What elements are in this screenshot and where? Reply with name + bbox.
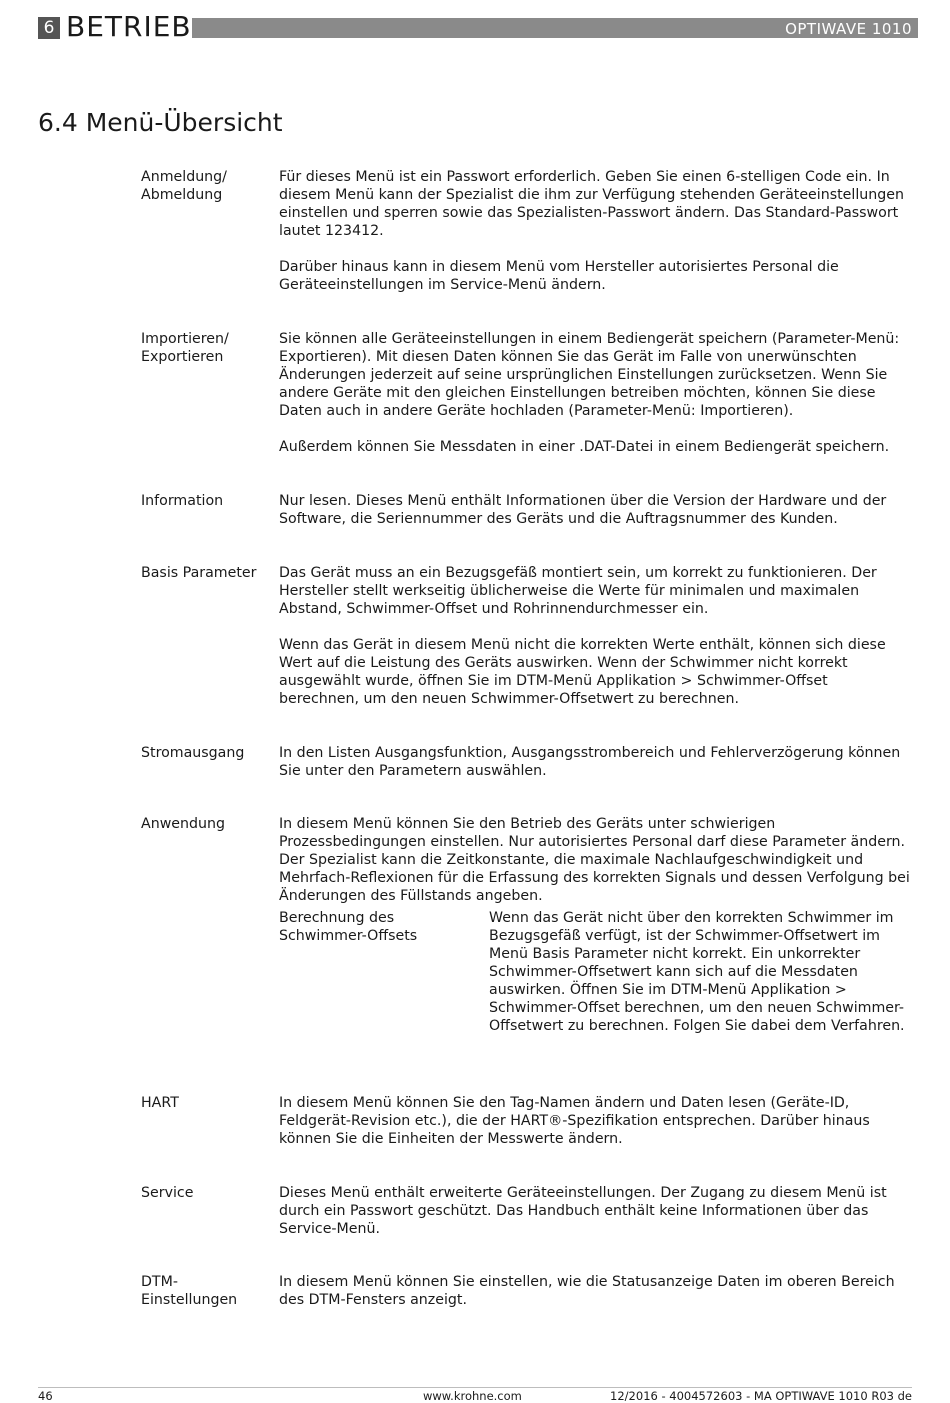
entry-paragraph: Dieses Menü enthält erweiterte Geräteeinstellungen. Der Zugang zu diesem Menü ist durch ein Passwort geschützt. Das Handbuch enthält keine Informationen über das Service-Menü. [279,1185,887,1237]
entry-paragraph: Wenn das Gerät in diesem Menü nicht die korrekten Werte enthält, können sich diese Wert auf die Leistung des Geräts auswirken. Wenn der Schwimmer nicht korrekt ausgewählt wurde, öffnen Sie im DTM-Menü Applikation > Schwimmer-Offset berechnen, um den neuen Schwimmer-Offsetwert zu berechnen. [279,637,886,707]
entry-label: Service [141,1185,194,1201]
chapter-number: 6 [38,17,60,39]
entry-body [279,168,911,312]
page-header [38,10,918,43]
entry-body [279,1273,911,1327]
entry-paragraph: In diesem Menü können Sie einstellen, wie die Statusanzeige Daten im oberen Bereich des DTM-Fensters anzeigt. [279,1274,895,1308]
entry-body [279,564,911,726]
entry-body [279,330,911,474]
section-title: 6.4 Menü-Übersicht [38,108,283,137]
entry-body [279,815,911,1035]
entry-paragraph: Nur lesen. Dieses Menü enthält Informationen über die Version der Hardware und der Software, die Seriennummer des Geräts und die Auftragsnummer des Kunden. [279,493,887,527]
entry-paragraph: Sie können alle Geräteeinstellungen in einem Bediengerät speichern (Parameter-Menü: Exportieren). Mit diesen Daten können Sie das Gerät im Falle von unerwünschten Änderungen jederzeit auf seine ursprünglichen Einstellungen zurücksetzen. Wenn Sie andere Geräte mit den gleichen Einstellungen betreiben möchten, können Sie diese Daten auch in andere Geräte hochladen (Parameter-Menü: Importieren). [279,331,900,419]
footer-divider [38,1387,912,1388]
entry-paragraph: Das Gerät muss an ein Bezugsgefäß montiert sein, um korrekt zu funktionieren. Der Hersteller stellt werkseitig üblicherweise die Werte für minimalen und maximalen Abstand, Schwimmer-Offset und Rohrinnendurchmesser ein. [279,565,877,617]
entry-body [279,1094,911,1166]
entry-body [279,744,911,798]
footer-doc-ref: 12/2016 - 4004572603 - MA OPTIWAVE 1010 R03 de [610,1389,912,1403]
footer-website[interactable]: www.krohne.com [423,1389,522,1403]
sub-entry [279,909,911,1035]
product-name: OPTIWAVE 1010 [785,20,912,38]
entry-paragraph: In diesem Menü können Sie den Tag-Namen ändern und Daten lesen (Geräte-ID, Feldgerät-Revision etc.), die der HART®-Spezifikation entsprechen. Darüber hinaus können Sie die Einheiten der Messwerte ändern. [279,1095,870,1147]
header-bar [192,18,918,38]
entry-paragraph: Außerdem können Sie Messdaten in einer .DAT-Datei in einem Bediengerät speichern. [279,439,890,455]
sub-entry-label: Berechnung des Schwimmer-Offsets [279,910,418,944]
entry-label: Basis Parameter [141,565,257,581]
entry-paragraph: Darüber hinaus kann in diesem Menü vom Hersteller autorisiertes Personal die Geräteeinstellungen im Service-Menü ändern. [279,259,839,293]
entry-label: Importieren/ Exportieren [141,331,229,365]
entry-paragraph: Für dieses Menü ist ein Passwort erforderlich. Geben Sie einen 6-stelligen Code ein. In diesem Menü kann der Spezialist die ihm zur Verfügung stehenden Geräteeinstellungen einstellen und sperren sowie das Spezialisten-Passwort ändern. Das Standard-Passwort lautet 123412. [279,169,904,239]
chapter-title: BETRIEB [66,10,192,43]
sub-entry-text: Wenn das Gerät nicht über den korrekten Schwimmer im Bezugsgefäß verfügt, ist der Schwimmer-Offsetwert im Menü Basis Parameter nicht korrekt. Ein unkorrekter Schwimmer-Offsetwert kann sich auf die Messdaten auswirken. Öffnen Sie im DTM-Menü Applikation > Schwimmer-Offset berechnen, um den neuen Schwimmer-Offsetwert zu berechnen. Folgen Sie dabei dem Verfahren. [489,910,905,1034]
entry-label: Anwendung [141,816,226,832]
entry-label: DTM- Einstellungen [141,1274,238,1308]
entry-label: Information [141,493,224,509]
page-number: 46 [38,1389,53,1403]
entry-paragraph: In den Listen Ausgangsfunktion, Ausgangsstrombereich und Fehlerverzögerung können Sie unter den Parametern auswählen. [279,745,901,779]
entry-body [279,492,911,546]
entry-body [279,1184,911,1256]
entry-label: Stromausgang [141,745,245,761]
entry-label: HART [141,1095,179,1111]
entry-label: Anmeldung/ Abmeldung [141,169,227,203]
entry-paragraph: In diesem Menü können Sie den Betrieb des Geräts unter schwierigen Prozessbedingungen einstellen. Nur autorisiertes Personal darf diese Parameter ändern. Der Spezialist kann die Zeitkonstante, die maximale Nachlaufgeschwindigkeit und Mehrfach-Reflexionen für die Erfassung des korrekten Signals und dessen Verfolgung bei Änderungen des Füllstands angeben. [279,816,910,904]
